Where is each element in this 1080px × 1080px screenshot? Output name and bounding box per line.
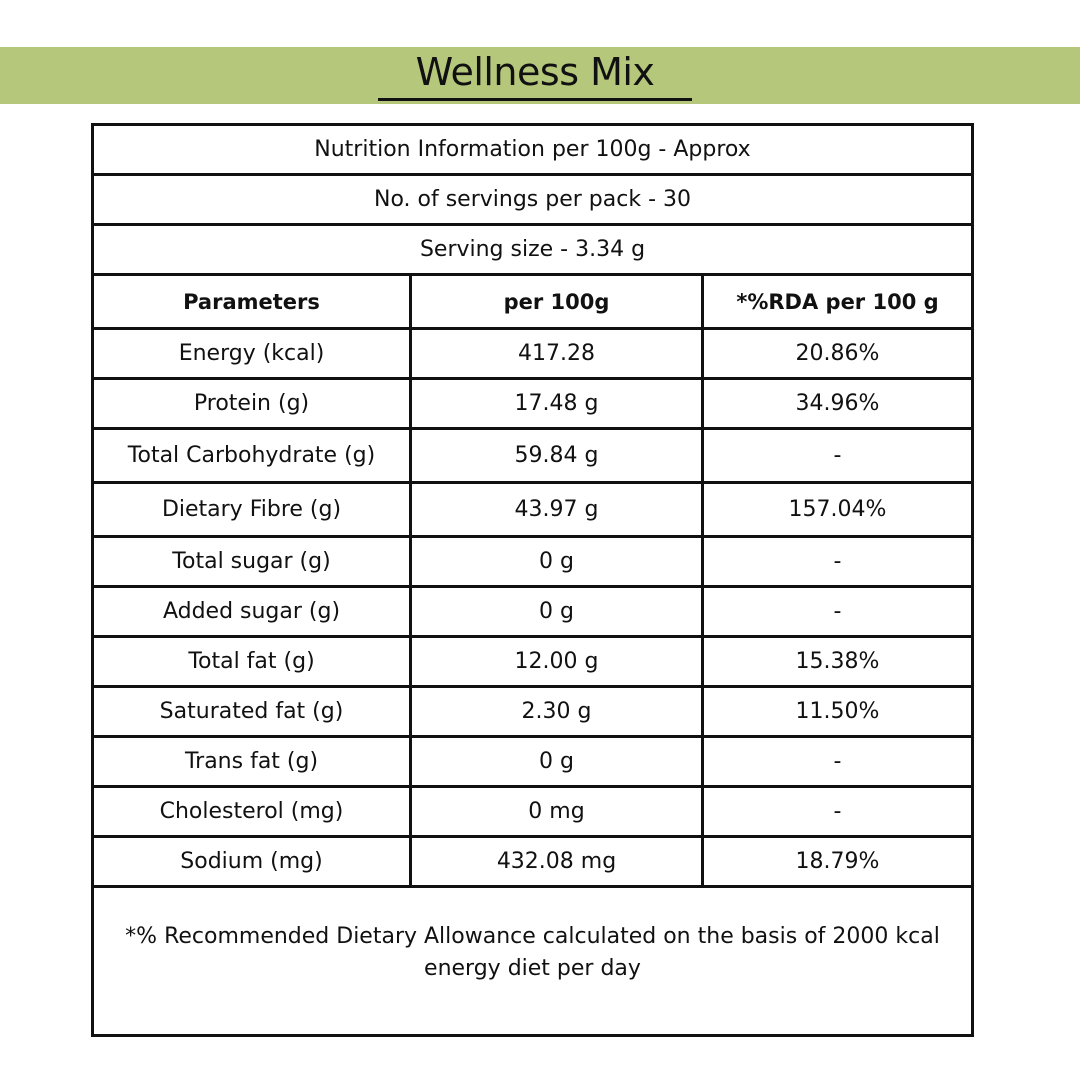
rda-cell: -	[833, 599, 842, 624]
per-100g-cell: 17.48 g	[412, 380, 704, 427]
rda-cell: 11.50%	[795, 699, 880, 724]
footnote: *% Recommended Dietary Allowance calculated on the basis of 2000 kcal energy diet per day	[125, 924, 940, 981]
per-100g-cell: 0 g	[412, 588, 704, 635]
table-row	[94, 688, 971, 738]
parameter-cell: Protein (g)	[94, 380, 412, 427]
parameter-cell: Total Carbohydrate (g)	[94, 430, 412, 481]
rda-cell: 157.04%	[788, 497, 887, 522]
parameter-cell: Total sugar (g)	[94, 538, 412, 585]
rda-cell: 20.86%	[795, 341, 880, 366]
table-row	[94, 838, 971, 888]
rda-cell: -	[833, 549, 842, 574]
per-100g-cell: 43.97 g	[412, 484, 704, 535]
info-row-serving-size: Serving size - 3.34 g	[94, 226, 971, 276]
header-rda: *%RDA per 100 g	[736, 289, 939, 314]
table-header-row	[94, 276, 971, 330]
parameter-cell: Dietary Fibre (g)	[94, 484, 412, 535]
parameter-cell: Energy (kcal)	[94, 330, 412, 377]
per-100g-cell: 12.00 g	[412, 638, 704, 685]
table-row	[94, 588, 971, 638]
per-100g-cell: 59.84 g	[412, 430, 704, 481]
per-100g-cell: 0 mg	[412, 788, 704, 835]
table-row	[94, 738, 971, 788]
info-row-servings: No. of servings per pack - 30	[94, 176, 971, 226]
parameter-cell: Saturated fat (g)	[94, 688, 412, 735]
rda-cell: 18.79%	[795, 849, 880, 874]
per-100g-cell: 0 g	[412, 538, 704, 585]
table-row	[94, 330, 971, 380]
table-row	[94, 484, 971, 538]
per-100g-cell: 0 g	[412, 738, 704, 785]
rda-cell: -	[833, 443, 842, 468]
per-100g-cell: 432.08 mg	[412, 838, 704, 885]
header-parameters: Parameters	[94, 276, 412, 327]
parameter-cell: Sodium (mg)	[94, 838, 412, 885]
info-row-nutrition: Nutrition Information per 100g - Approx	[94, 126, 971, 176]
nutrition-table	[91, 123, 974, 1037]
table-row	[94, 638, 971, 688]
header-per-100g: per 100g	[412, 276, 704, 327]
rda-cell: -	[833, 749, 842, 774]
table-row	[94, 430, 971, 484]
parameter-cell: Total fat (g)	[94, 638, 412, 685]
table-row	[94, 538, 971, 588]
rda-cell: 34.96%	[795, 391, 880, 416]
rda-cell: 15.38%	[795, 649, 880, 674]
per-100g-cell: 2.30 g	[412, 688, 704, 735]
rda-cell: -	[833, 799, 842, 824]
parameter-cell: Trans fat (g)	[94, 738, 412, 785]
per-100g-cell: 417.28	[412, 330, 704, 377]
parameter-cell: Added sugar (g)	[94, 588, 412, 635]
table-row	[94, 788, 971, 838]
table-row	[94, 380, 971, 430]
product-title: Wellness Mix	[378, 47, 692, 101]
parameter-cell: Cholesterol (mg)	[94, 788, 412, 835]
